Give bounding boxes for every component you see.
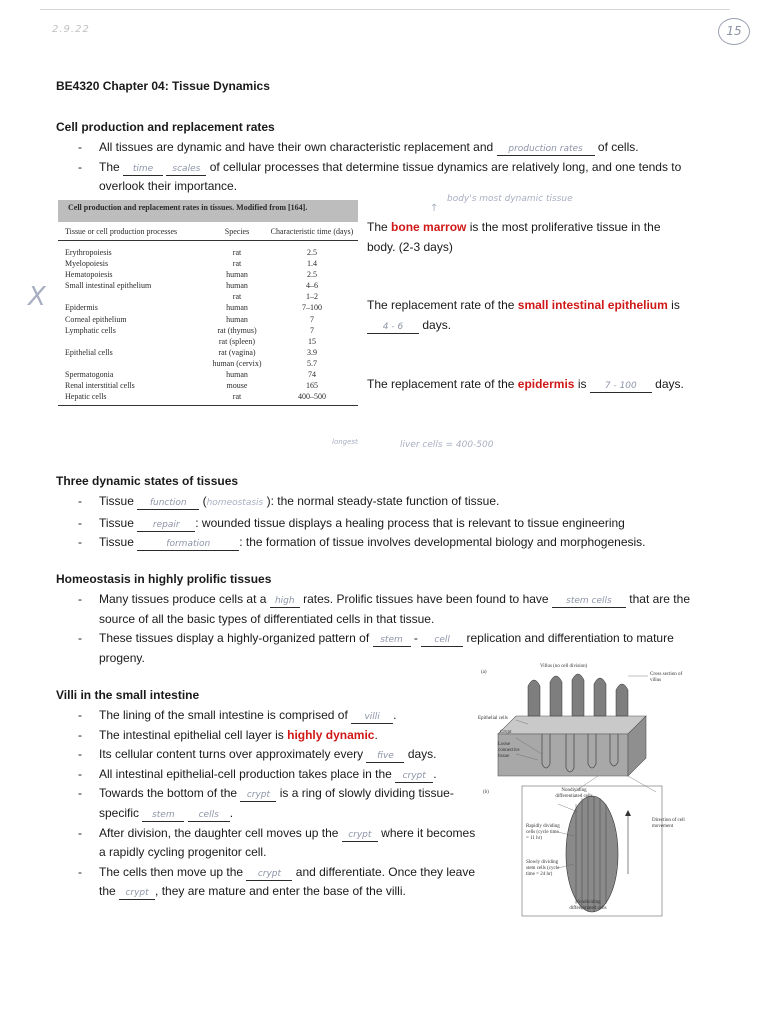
table-row bbox=[58, 314, 358, 325]
list-item: - Tissue repair : wounded tissue displays a healing process that is relevant to tissue engineering bbox=[58, 514, 718, 534]
table-header bbox=[58, 222, 358, 241]
diagram-villus-label: Villus (no cell division) bbox=[540, 664, 588, 669]
diagram-loose-tissue-label: Loose connective tissue bbox=[498, 742, 520, 759]
fill-blank: crypt bbox=[342, 829, 378, 842]
table-cell: 1–2 bbox=[306, 292, 318, 302]
table-cell: 2.5 bbox=[307, 248, 317, 257]
section-heading-villi: Villi in the small intestine bbox=[56, 688, 200, 702]
list-item: - Tissue function (homeostasis ): the normal steady-state function of tissue. bbox=[58, 492, 718, 514]
table-cell: Erythropoiesis bbox=[65, 248, 112, 257]
fill-blank: crypt bbox=[119, 887, 155, 900]
table-cell: 15 bbox=[308, 336, 316, 346]
table-row bbox=[58, 258, 358, 269]
table-cell: 2.5 bbox=[307, 270, 317, 280]
table-header-species: Species bbox=[224, 227, 250, 236]
note-epidermis-rate: The replacement rate of the epidermis is 7 - 100 days. bbox=[367, 377, 684, 391]
table-cell: human bbox=[226, 281, 248, 291]
table-row bbox=[58, 325, 358, 336]
table-row bbox=[58, 269, 358, 280]
list-item: - The cells then move up the crypt and differentiate. Once they leave the crypt , they are mature and enter the base of the villi. bbox=[58, 863, 478, 902]
table-cell: Corneal epithelium bbox=[65, 314, 127, 324]
table-row bbox=[58, 280, 358, 291]
table-body bbox=[58, 247, 358, 402]
table-cell: 7 bbox=[310, 325, 314, 335]
handwritten-homeostasis: homeostasis bbox=[206, 498, 264, 508]
table-row bbox=[58, 347, 358, 358]
table-cell: human bbox=[226, 370, 248, 380]
section-heading-dynamic-states: Three dynamic states of tissues bbox=[56, 474, 239, 488]
list-item: - After division, the daughter cell moves up the crypt where it becomes a rapidly cycling progenitor cell. bbox=[58, 824, 478, 863]
table-cell: human bbox=[226, 270, 248, 280]
list-item: - All tissues are dynamic and have their own characteristic replacement and production rates of cells. bbox=[58, 138, 698, 158]
table-row bbox=[58, 302, 358, 313]
section2-list bbox=[58, 492, 718, 553]
table-cell: Hepatic cells bbox=[65, 392, 107, 402]
table-cell: 165 bbox=[306, 381, 318, 391]
table-cell: human bbox=[226, 314, 248, 324]
fill-blank: villi bbox=[351, 711, 393, 724]
table-cell: mouse bbox=[226, 381, 248, 391]
list-item: - The intestinal epithelial cell layer is highly dynamic. bbox=[58, 726, 478, 746]
top-rule bbox=[40, 9, 730, 10]
table-cell: Epidermis bbox=[65, 303, 98, 313]
list-item: - Its cellular content turns over approximately every five days. bbox=[58, 745, 478, 765]
fill-blank: stem bbox=[373, 634, 411, 647]
note-intestine-rate: The replacement rate of the small intestinal epithelium is 4 - 6 days. bbox=[367, 298, 680, 332]
section4-list bbox=[58, 706, 478, 902]
fill-blank: function bbox=[137, 497, 199, 510]
handwritten-date: 2.9.22 bbox=[52, 24, 90, 35]
fill-blank: formation bbox=[137, 538, 239, 551]
fill-blank: crypt bbox=[240, 789, 276, 802]
handwritten-note-dynamic: body's most dynamic tissue bbox=[447, 194, 573, 204]
diagram-label-a: (a) bbox=[481, 670, 487, 675]
table-cell: rat bbox=[232, 392, 242, 402]
table-cell: rat (thymus) bbox=[217, 325, 257, 335]
table-row bbox=[58, 358, 358, 369]
table-row bbox=[58, 336, 358, 347]
handwritten-note-liver: liver cells = 400-500 bbox=[400, 440, 494, 450]
table-header-tissue: Tissue or cell production processes bbox=[65, 227, 178, 236]
section-heading-production: Cell production and replacement rates bbox=[56, 120, 275, 134]
diagram-slow-label: Slowly dividing stem cells (cycle time = 24 hr) bbox=[526, 860, 560, 877]
diagram-rapid-label: Rapidly dividing cells (cycle time = 11 hr) bbox=[526, 824, 560, 841]
table-cell: rat bbox=[232, 259, 242, 269]
table-row bbox=[58, 369, 358, 380]
table-cell: Hematopoiesis bbox=[65, 270, 113, 280]
fill-blank: high bbox=[270, 595, 300, 608]
list-item: - Towards the bottom of the crypt is a ring of slowly dividing tissue-specific stem cells . bbox=[58, 784, 478, 823]
table-row bbox=[58, 391, 358, 402]
fill-blank: crypt bbox=[246, 868, 292, 881]
table-caption: Cell production and replacement rates in tissues. Modified from [164]. bbox=[58, 200, 358, 222]
table-cell bbox=[65, 358, 205, 369]
table-cell: 74 bbox=[308, 370, 316, 380]
diagram-crypt-label: Crypt bbox=[500, 730, 512, 735]
list-item: - The time scales of cellular processes that determine tissue dynamics are relatively long, and one tends to overlook their importance. bbox=[58, 158, 698, 197]
table-cell: Renal interstitial cells bbox=[65, 381, 135, 391]
fill-blank: stem bbox=[142, 809, 184, 822]
table-cell: Spermatogonia bbox=[65, 370, 114, 380]
table-cell bbox=[65, 336, 205, 347]
table-cell: Lymphatic cells bbox=[65, 325, 116, 335]
diagram-epithelial-label: Epithelial cells bbox=[478, 716, 508, 721]
villi-crypt-diagram bbox=[478, 664, 700, 920]
diagram-direction-label: Direction of cell movement bbox=[652, 818, 685, 829]
section3-list bbox=[58, 590, 698, 668]
arrow-icon: ↑ bbox=[430, 203, 439, 214]
table-header-time: Characteristic time (days) bbox=[270, 227, 354, 236]
list-item: - Tissue formation : the formation of tissue involves developmental biology and morphogenesis. bbox=[58, 533, 718, 553]
table-cell: rat bbox=[232, 248, 242, 257]
table-cell: human bbox=[226, 303, 248, 313]
fill-blank: 7 - 100 bbox=[590, 380, 652, 393]
fill-blank: crypt bbox=[395, 770, 433, 783]
list-item: - These tissues display a highly-organized pattern of stem - cell replication and differentiation to mature progeny. bbox=[58, 629, 698, 668]
fill-blank: five bbox=[366, 750, 404, 763]
table-cell: 400–500 bbox=[298, 392, 326, 402]
section1-list bbox=[58, 138, 698, 197]
fill-blank: cells bbox=[188, 809, 230, 822]
fill-blank: cell bbox=[421, 634, 463, 647]
fill-blank: stem cells bbox=[552, 595, 626, 608]
table-cell: 1.4 bbox=[307, 259, 317, 269]
table-cell: human (cervix) bbox=[212, 358, 262, 368]
list-item: - All intestinal epithelial-cell production takes place in the crypt . bbox=[58, 765, 478, 785]
diagram-nondividing-top-label: Nondividing differentiated cells bbox=[555, 788, 593, 799]
table-row bbox=[58, 247, 358, 258]
table-cell: 7 bbox=[310, 314, 314, 324]
diagram-label-b: (b) bbox=[483, 790, 489, 795]
table-cell: Myelopoiesis bbox=[65, 259, 109, 269]
table-cell: rat (vagina) bbox=[218, 347, 256, 357]
handwritten-x-mark: X bbox=[28, 282, 46, 312]
fill-blank: production rates bbox=[497, 143, 595, 156]
list-item: - The lining of the small intestine is comprised of villi . bbox=[58, 706, 478, 726]
fill-blank: time bbox=[123, 163, 163, 176]
table-row bbox=[58, 380, 358, 391]
table-cell: 3.9 bbox=[307, 347, 317, 357]
replacement-rates-table bbox=[58, 200, 358, 406]
note-bone-marrow: The bone marrow is the most proliferative tissue in the body. (2-3 days) bbox=[367, 220, 661, 254]
table-cell: rat (spleen) bbox=[218, 336, 256, 346]
section-heading-homeostasis: Homeostasis in highly prolific tissues bbox=[56, 572, 272, 586]
page-number: 15 bbox=[718, 18, 750, 45]
table-cell: Small intestinal epithelium bbox=[65, 281, 152, 291]
fill-blank: repair bbox=[137, 519, 195, 532]
page-title: BE4320 Chapter 04: Tissue Dynamics bbox=[56, 79, 270, 93]
diagram-cross-section-label: Cross section of villus bbox=[650, 672, 683, 683]
handwritten-note-longest: longest bbox=[332, 438, 358, 446]
table-cell: 5.7 bbox=[307, 358, 317, 368]
fill-blank: 4 - 6 bbox=[367, 321, 419, 334]
table-cell bbox=[65, 291, 205, 302]
diagram-nondividing-bottom-label: Nondividing differentiated cells bbox=[569, 900, 607, 911]
fill-blank: scales bbox=[166, 163, 206, 176]
table-cell: 7–100 bbox=[302, 303, 322, 313]
list-item: - Many tissues produce cells at a high rates. Prolific tissues have been found to have stem cells that are the source of all the basic types of differentiated cells in that tissue. bbox=[58, 590, 698, 629]
table-row bbox=[58, 291, 358, 302]
table-cell: 4–6 bbox=[306, 281, 318, 291]
table-cell: rat bbox=[232, 292, 242, 302]
table-cell: Epithelial cells bbox=[65, 347, 113, 357]
